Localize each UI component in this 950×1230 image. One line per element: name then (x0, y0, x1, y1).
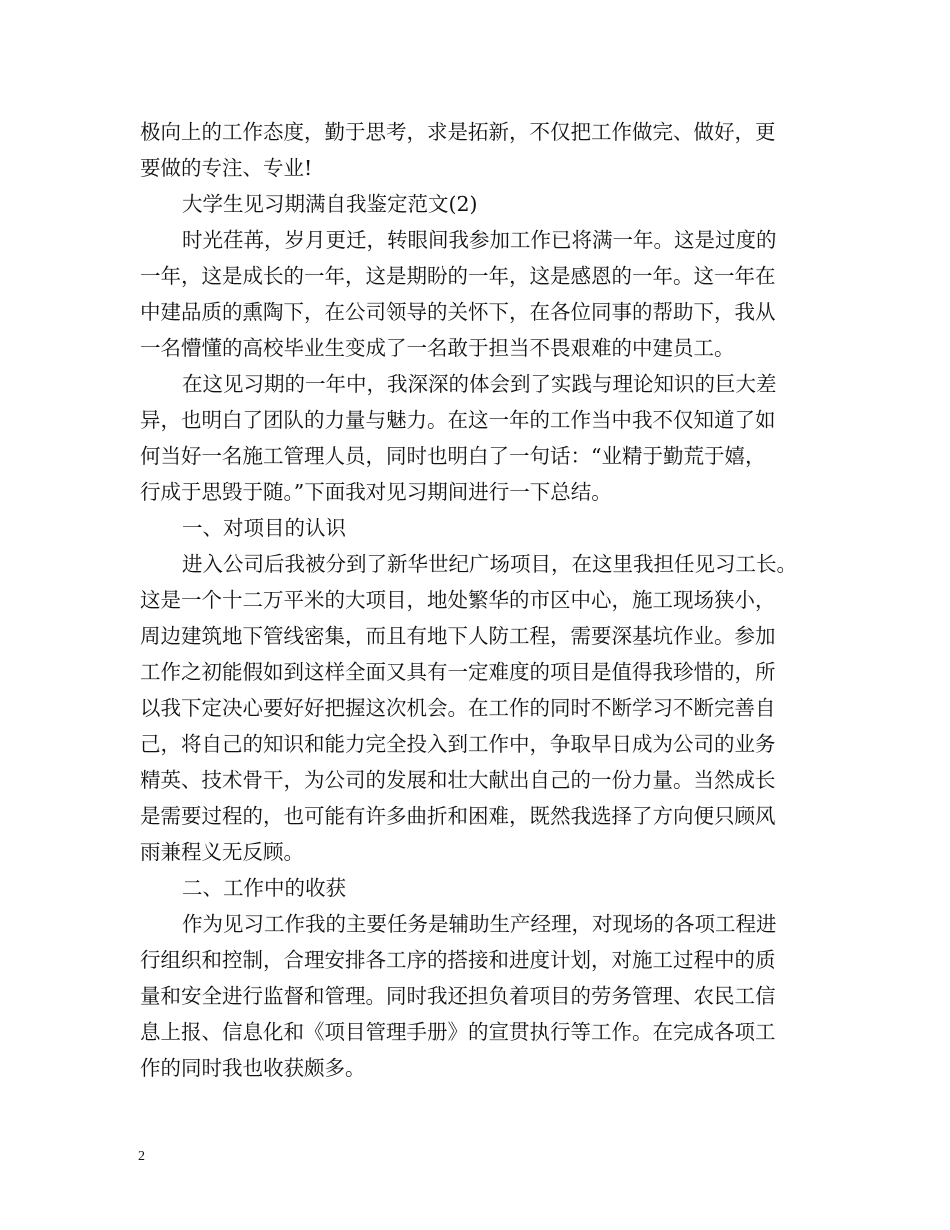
body-text-line: 己，将自己的知识和能力完全投入到工作中，争取早日成为公司的业务 (140, 732, 776, 756)
body-text-line: 一年，这是成长的一年，这是期盼的一年，这是感恩的一年。这一年在 (140, 264, 776, 288)
paragraph-start-line: 进入公司后我被分到了新华世纪广场项目，在这里我担任见习工长。 (182, 552, 797, 576)
body-text-line: 中建品质的熏陶下，在公司领导的关怀下，在各位同事的帮助下，我从 (140, 300, 776, 324)
page-number: 2 (138, 1149, 145, 1164)
body-text-line: 精英、技术骨干，为公司的发展和壮大献出自己的一份力量。当然成长 (140, 768, 776, 792)
paragraph-start-line: 时光荏苒，岁月更迁，转眼间我参加工作已将满一年。这是过度的 (182, 228, 777, 252)
body-text-line: 行成于思毁于随。”下面我对见习期间进行一下总结。 (140, 480, 612, 504)
body-text-line: 一名懵懂的高校毕业生变成了一名敢于担当不畏艰难的中建员工。 (140, 336, 735, 360)
body-text-line: 工作之初能假如到这样全面又具有一定难度的项目是值得我珍惜的，所 (140, 660, 776, 684)
body-text-line: 行组织和控制，合理安排各工序的搭接和进度计划，对施工过程中的质 (140, 948, 776, 972)
body-text-line: 异，也明白了团队的力量与魅力。在这一年的工作当中我不仅知道了如 (140, 408, 776, 432)
body-text-line: 作的同时我也收获颇多。 (140, 1056, 366, 1080)
body-text-line: 要做的专注、专业! (140, 156, 313, 180)
body-text-line: 息上报、信息化和《项目管理手册》的宣贯执行等工作。在完成各项工 (140, 1020, 776, 1044)
body-text-line: 雨兼程义无反顾。 (140, 840, 304, 864)
body-text-line: 以我下定决心要好好把握这次机会。在工作的同时不断学习不断完善自 (140, 696, 776, 720)
paragraph-start-line: 在这见习期的一年中，我深深的体会到了实践与理论知识的巨大差 (182, 372, 777, 396)
paragraph-start-line: 作为见习工作我的主要任务是辅助生产经理，对现场的各项工程进 (182, 912, 777, 936)
body-text-line: 量和安全进行监督和管理。同时我还担负着项目的劳务管理、农民工信 (140, 984, 776, 1008)
body-text-line: 这是一个十二万平米的大项目，地处繁华的市区中心，施工现场狭小， (140, 588, 776, 612)
body-text-line: 是需要过程的，也可能有许多曲折和困难，既然我选择了方向便只顾风 (140, 804, 776, 828)
body-text-line: 极向上的工作态度，勤于思考，求是拓新，不仅把工作做完、做好，更 (140, 120, 776, 144)
section-title: 大学生见习期满自我鉴定范文(2) (182, 192, 478, 216)
body-text-line: 何当好一名施工管理人员，同时也明白了一句话：“业精于勤荒于嬉， (140, 444, 766, 468)
body-text-line: 周边建筑地下管线密集，而且有地下人防工程，需要深基坑作业。参加 (140, 624, 776, 648)
section-heading: 一、对项目的认识 (182, 516, 346, 540)
section-heading: 二、工作中的收获 (182, 876, 346, 900)
